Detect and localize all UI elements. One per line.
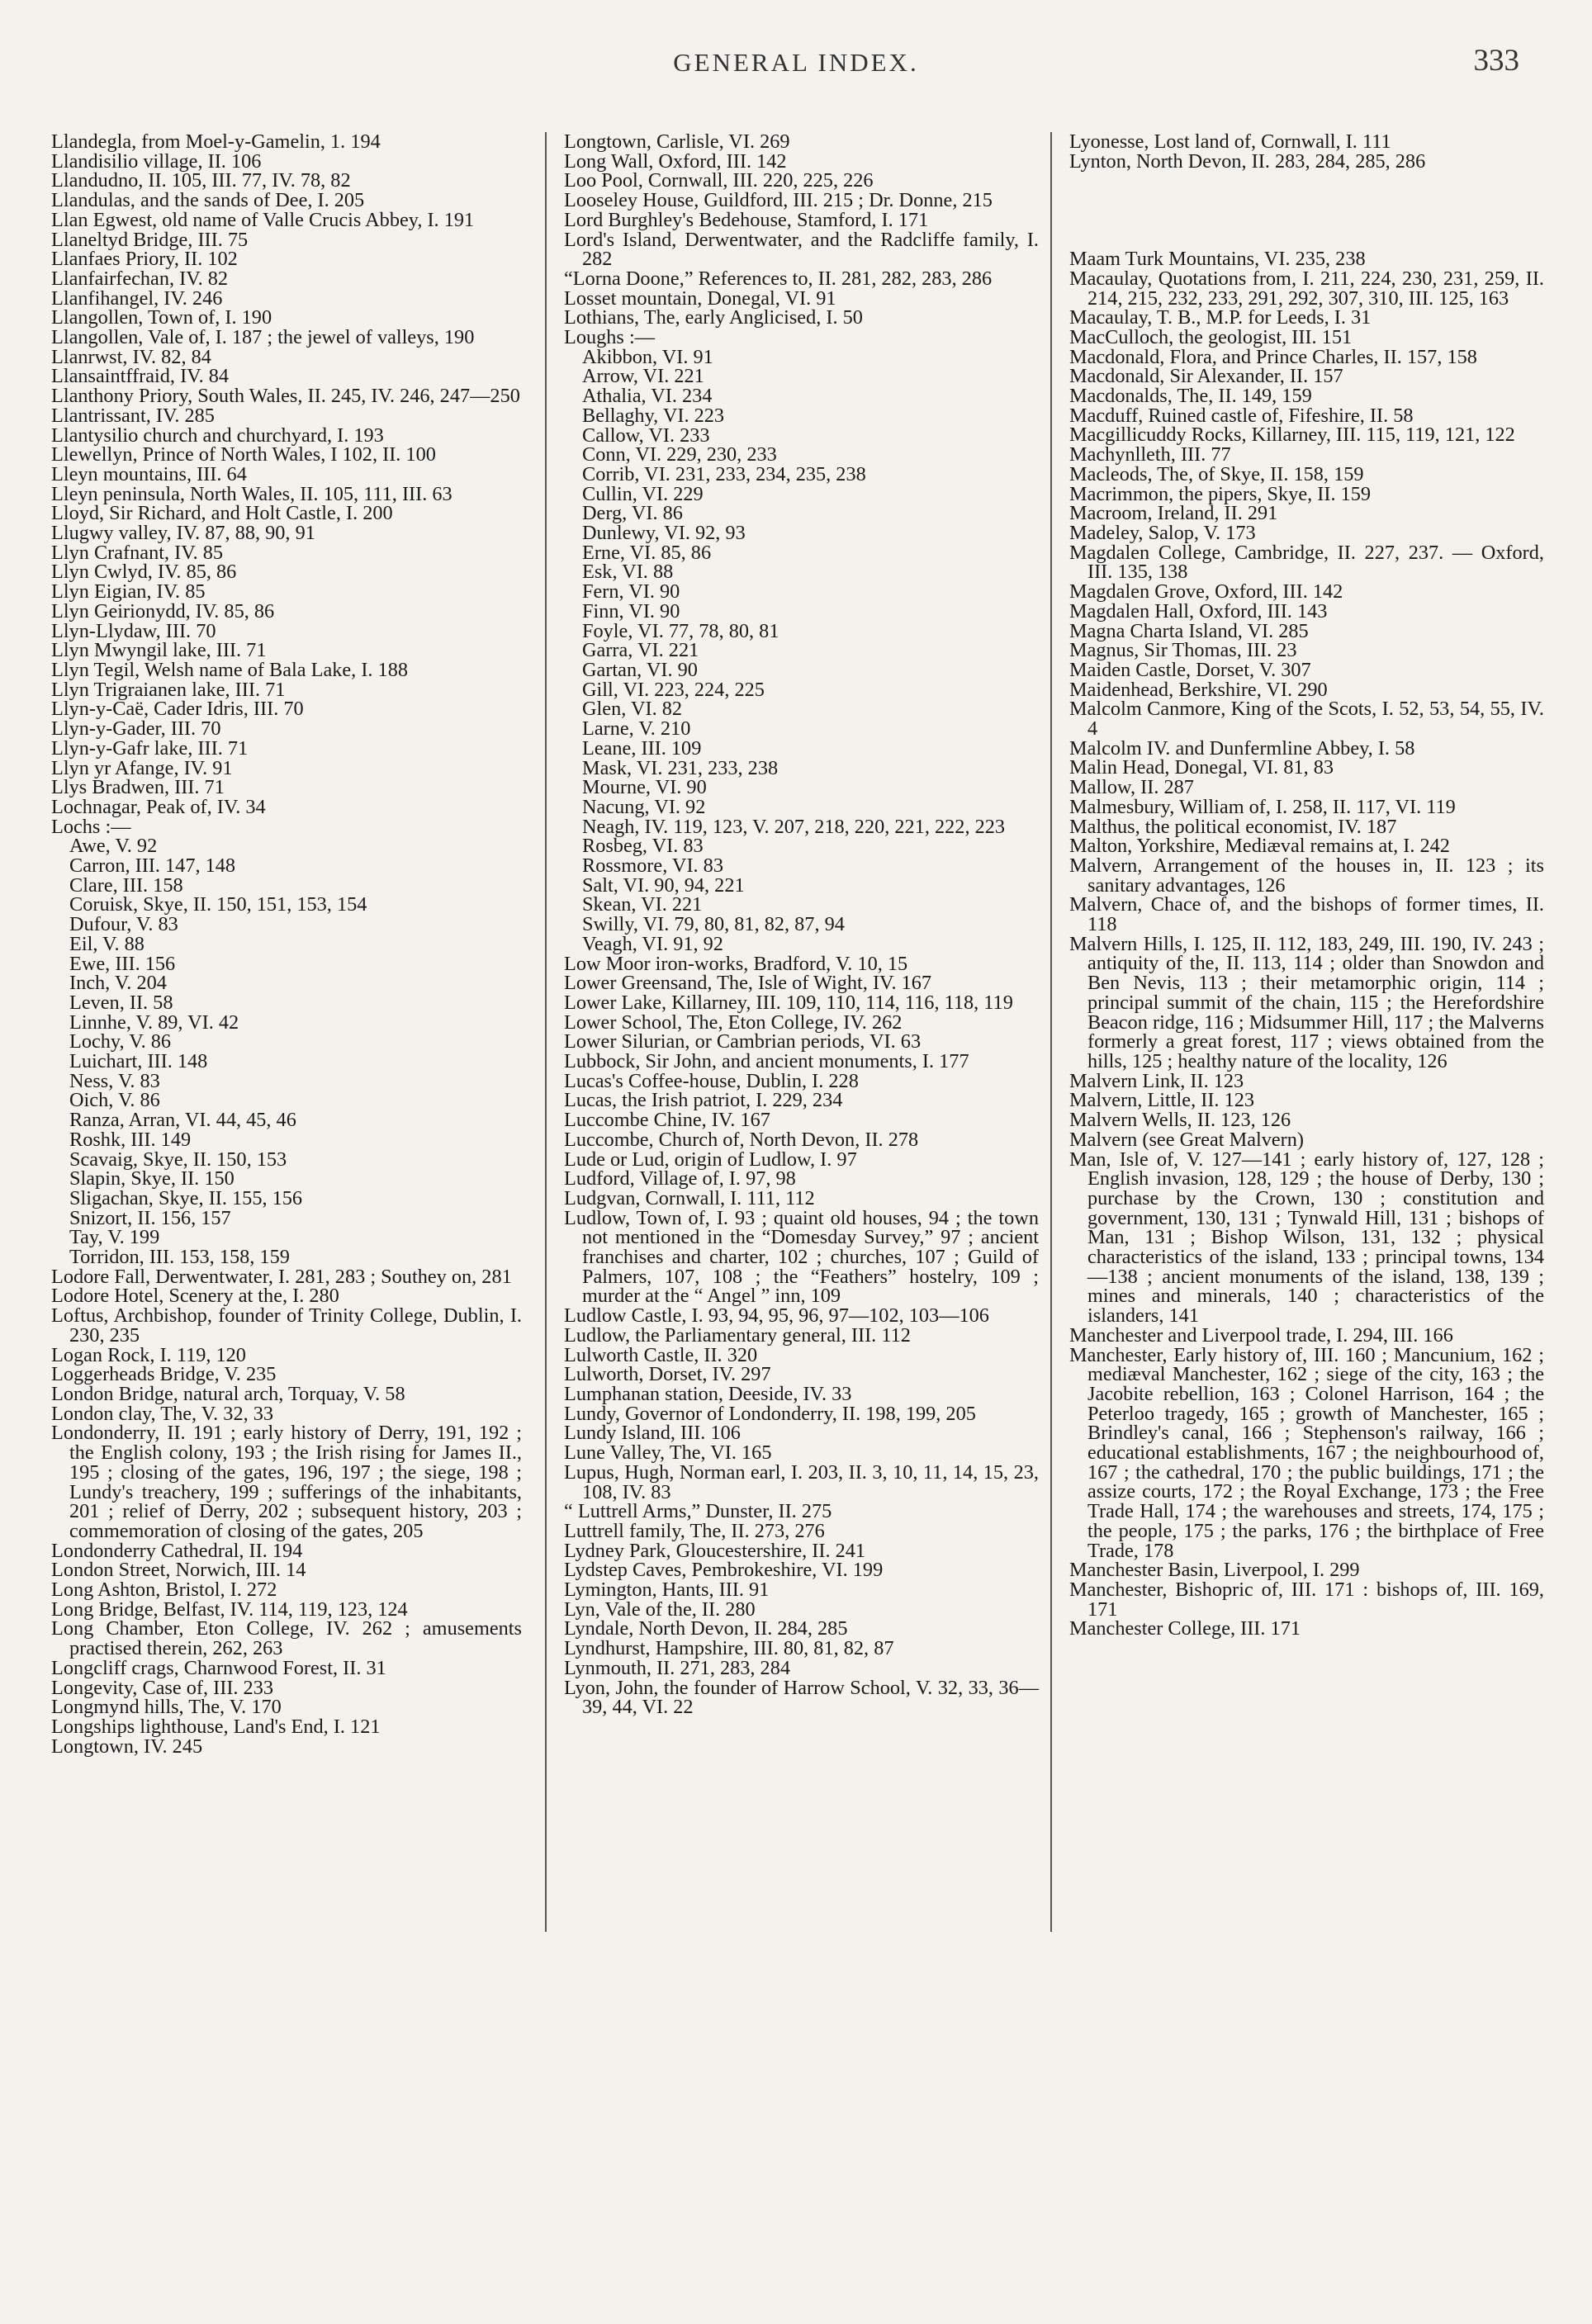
index-subentry: Inch, V. 204 (69, 972, 167, 995)
blank-line (1069, 191, 1544, 211)
index-entry: Londonderry, II. 191 ; early history of Derry, 191, 192 ; the English colony, 193 ; the Irish rising for James II., 195 ; closing of the gates, 196, 197 ; the siege, 198 ; Lundy's treachery, 199 ; sufferings of the inhabitants, 201 ; relief of Derry, 202 ; subsequent history, 203 ; commemoration of closing of the gates, 205 (51, 1422, 522, 1542)
index-entry: Ludlow, the Parliamentary general, III. 112 (564, 1323, 911, 1347)
index-subentry: Derg, VI. 86 (582, 502, 683, 525)
index-subentry: Esk, VI. 88 (582, 561, 674, 584)
index-entry: Llyn Trigraianen lake, III. 71 (51, 678, 286, 701)
index-subentry: Luichart, III. 148 (69, 1050, 208, 1073)
index-entry: Lulworth, Dorset, IV. 297 (564, 1363, 771, 1386)
index-entry: Loo Pool, Cornwall, III. 220, 225, 226 (564, 169, 874, 192)
blank-line (1069, 211, 1544, 230)
index-entry: Lleyn mountains, III. 64 (51, 462, 247, 485)
column-divider (545, 132, 547, 1932)
index-entry: Lydney Park, Gloucestershire, II. 241 (564, 1539, 866, 1562)
index-entry: Lynmouth, II. 271, 283, 284 (564, 1656, 791, 1679)
index-entry: Lochnagar, Peak of, IV. 34 (51, 795, 266, 818)
index-entry: Lyon, John, the founder of Harrow School, V. 32, 33, 36—39, 44, VI. 22 (564, 1676, 1039, 1719)
index-entry: Magnus, Sir Thomas, III. 23 (1069, 639, 1297, 662)
index-entry: Llaneltyd Bridge, III. 75 (51, 228, 249, 251)
index-entry: Llan Egwest, old name of Valle Crucis Abbey, I. 191 (51, 208, 475, 231)
index-entry: Manchester and Liverpool trade, I. 294, III. 166 (1069, 1323, 1453, 1347)
index-entry: “Lorna Doone,” References to, II. 281, 282, 283, 286 (564, 267, 993, 290)
index-column-3 (1069, 132, 1544, 1639)
index-entry: Macduff, Ruined castle of, Fifeshire, II. 58 (1069, 404, 1414, 427)
index-entry: Londonderry Cathedral, II. 194 (51, 1539, 303, 1562)
blank-line (1069, 171, 1544, 191)
index-subentry: Swilly, VI. 79, 80, 81, 82, 87, 94 (582, 913, 845, 936)
index-subentry: Foyle, VI. 77, 78, 80, 81 (582, 619, 779, 642)
index-entry: Lyndale, North Devon, II. 284, 285 (564, 1617, 848, 1640)
index-entry: Llangollen, Vale of, I. 187 ; the jewel of valleys, 190 (51, 326, 475, 349)
index-subentry: Roshk, III. 149 (69, 1128, 192, 1151)
index-entry: Macaulay, Quotations from, I. 211, 224, 230, 231, 259, II. 214, 215, 232, 233, 291, 292, 307, 310, III. 125, 163 (1069, 267, 1544, 310)
index-entry: Llanfairfechan, IV. 82 (51, 267, 229, 290)
index-entry: Manchester College, III. 171 (1069, 1617, 1301, 1640)
index-entry: Malton, Yorkshire, Mediæval remains at, I. 242 (1069, 835, 1450, 858)
index-subentry: Neagh, IV. 119, 123, V. 207, 218, 220, 221, 222, 223 (582, 815, 1006, 838)
index-entry: Llangollen, Town of, I. 190 (51, 306, 272, 329)
index-entry: Llanrwst, IV. 82, 84 (51, 345, 211, 368)
index-entry: Lochs :— (51, 815, 131, 838)
index-entry: Lundy, Governor of Londonderry, II. 198, 199, 205 (564, 1402, 976, 1425)
index-entry: Llandulas, and the sands of Dee, I. 205 (51, 189, 365, 212)
column-divider (1050, 132, 1052, 1932)
index-subentry: Ewe, III. 156 (69, 952, 176, 975)
index-entry: Llyn Eigian, IV. 85 (51, 580, 206, 603)
index-subentry: Finn, VI. 90 (582, 599, 680, 622)
running-header: GENERAL INDEX. (673, 48, 919, 77)
index-entry: London Bridge, natural arch, Torquay, V. 58 (51, 1383, 405, 1405)
index-subentry: Awe, V. 92 (69, 835, 158, 858)
index-entry: Malvern, Arrangement of the houses in, II. 123 ; its sanitary advantages, 126 (1069, 854, 1544, 897)
index-subentry: Linnhe, V. 89, VI. 42 (69, 1011, 239, 1034)
index-subentry: Scavaig, Skye, II. 150, 153 (69, 1148, 287, 1171)
index-entry: Llyn Mwyngil lake, III. 71 (51, 639, 267, 662)
index-entry: Manchester Basin, Liverpool, I. 299 (1069, 1559, 1360, 1582)
index-entry: Lune Valley, The, VI. 165 (564, 1441, 772, 1465)
index-entry: Maam Turk Mountains, VI. 235, 238 (1069, 248, 1366, 271)
index-column-2 (564, 132, 1039, 1717)
index-entry: Lumphanan station, Deeside, IV. 33 (564, 1383, 852, 1405)
index-subentry: Tay, V. 199 (69, 1226, 160, 1249)
index-entry: Llyn-Llydaw, III. 70 (51, 619, 216, 642)
index-subentry: Ness, V. 83 (69, 1069, 160, 1092)
index-entry: Macroom, Ireland, II. 291 (1069, 502, 1278, 525)
index-entry: Lord's Island, Derwentwater, and the Radcliffe family, I. 282 (564, 228, 1039, 271)
index-entry: Llanthony Priory, South Wales, II. 245, IV. 246, 247—250 (51, 385, 520, 408)
index-entry: Loftus, Archbishop, founder of Trinity College, Dublin, I. 230, 235 (51, 1304, 522, 1347)
index-entry: Llewellyn, Prince of North Wales, I 102, II. 100 (51, 443, 436, 466)
index-entry: Lleyn peninsula, North Wales, II. 105, 111, III. 63 (51, 482, 452, 505)
index-subentry: Garra, VI. 221 (582, 639, 699, 662)
index-entry: Llansaintffraid, IV. 84 (51, 365, 230, 388)
index-subentry: Gill, VI. 223, 224, 225 (582, 678, 765, 701)
index-entry: Llyn Geirionydd, IV. 85, 86 (51, 599, 275, 622)
index-subentry: Leane, III. 109 (582, 736, 702, 760)
index-entry: Macdonalds, The, II. 149, 159 (1069, 385, 1312, 408)
index-entry: Llanfaes Priory, II. 102 (51, 248, 238, 271)
index-subentry: Callow, VI. 233 (582, 424, 710, 447)
index-entry: Malmesbury, William of, I. 258, II. 117, VI. 119 (1069, 795, 1456, 818)
index-entry: Lloyd, Sir Richard, and Holt Castle, I. 200 (51, 502, 393, 525)
index-entry: Llys Bradwen, III. 71 (51, 776, 225, 799)
index-entry: Manchester, Early history of, III. 160 ; Mancunium, 162 ; mediæval Manchester, 162 ; siege of the city, 163 ; the Jacobite rebellion, 163 ; Colonel Harrison, 164 ; the Peterloo tragedy, 165 ; growth of Manchester, 165 ; Brindley's canal, 166 ; Stephenson's railway, 166 ; educational establishments, 167 ; the neighbourhood of, 167 ; the cathedral, 170 ; the public buildings, 171 ; the assize courts, 172 ; the Royal Exchange, 173 ; the Free Trade Hall, 174 ; the warehouses and streets, 174, 175 ; the people, 175 ; the parks, 176 ; the birthplace of Free Trade, 178 (1069, 1343, 1544, 1562)
index-entry: Llandudno, II. 105, III. 77, IV. 78, 82 (51, 169, 351, 192)
index-subentry: Athalia, VI. 234 (582, 385, 713, 408)
index-entry: Magdalen Hall, Oxford, III. 143 (1069, 599, 1328, 622)
index-subentry: Dufour, V. 83 (69, 913, 178, 936)
index-entry: Lulworth Castle, II. 320 (564, 1343, 758, 1366)
index-entry: Long Chamber, Eton College, IV. 262 ; amusements practised therein, 262, 263 (51, 1617, 522, 1660)
index-entry: Lynton, North Devon, II. 283, 284, 285, 286 (1069, 149, 1426, 173)
index-entry: Madeley, Salop, V. 173 (1069, 522, 1256, 544)
index-subentry: Torridon, III. 153, 158, 159 (69, 1246, 290, 1269)
index-subentry: Salt, VI. 90, 94, 221 (582, 873, 745, 897)
index-subentry: Eil, V. 88 (69, 932, 145, 955)
index-entry: Llyn yr Afange, IV. 91 (51, 756, 233, 779)
index-subentry: Carron, III. 147, 148 (69, 854, 236, 878)
index-entry: Magdalen Grove, Oxford, III. 142 (1069, 580, 1343, 603)
index-entry: Lymington, Hants, III. 91 (564, 1579, 770, 1602)
index-entry: Lower Greensand, The, Isle of Wight, IV. 167 (564, 972, 932, 995)
index-subentry: Arrow, VI. 221 (582, 365, 704, 388)
index-entry: Logan Rock, I. 119, 120 (51, 1343, 246, 1366)
index-subentry: Lochy, V. 86 (69, 1030, 172, 1053)
index-subentry: Cullin, VI. 229 (582, 482, 704, 505)
index-entry: Lyonesse, Lost land of, Cornwall, I. 111 (1069, 130, 1391, 153)
index-entry: Llandisilio village, II. 106 (51, 149, 262, 173)
index-subentry: Clare, III. 158 (69, 873, 183, 897)
index-entry: Lubbock, Sir John, and ancient monuments, I. 177 (564, 1050, 969, 1073)
index-column-1 (51, 132, 522, 1756)
index-entry: Macgillicuddy Rocks, Killarney, III. 115, 119, 121, 122 (1069, 424, 1515, 447)
index-subentry: Mask, VI. 231, 233, 238 (582, 756, 779, 779)
index-entry: Ludlow, Town of, I. 93 ; quaint old houses, 94 ; the town not mentioned in the “Domesday Survey,” 97 ; ancient franchises and charter, 102 ; churches, 107 ; Guild of Palmers, 107, 108 ; the “Feathers” hostelry, 109 ; murder at the “ Angel ” inn, 109 (564, 1206, 1039, 1308)
index-subentry: Fern, VI. 90 (582, 580, 680, 603)
index-subentry: Oich, V. 86 (69, 1089, 160, 1112)
index-entry: Machynlleth, III. 77 (1069, 443, 1231, 466)
index-entry: Malcolm Canmore, King of the Scots, I. 52, 53, 54, 55, IV. 4 (1069, 698, 1544, 741)
index-entry: Llugwy valley, IV. 87, 88, 90, 91 (51, 522, 315, 545)
index-entry: Long Bridge, Belfast, IV. 114, 119, 123, 124 (51, 1597, 408, 1621)
index-entry: Long Ashton, Bristol, I. 272 (51, 1579, 277, 1602)
index-entry: Long Wall, Oxford, III. 142 (564, 149, 787, 173)
index-subentry: Sligachan, Skye, II. 155, 156 (69, 1186, 303, 1209)
index-subentry: Glen, VI. 82 (582, 698, 683, 721)
page-number: 333 (1473, 44, 1519, 78)
index-entry: Lundy Island, III. 106 (564, 1422, 741, 1445)
index-entry: Longevity, Case of, III. 233 (51, 1676, 273, 1699)
index-entry: Macaulay, T. B., M.P. for Leeds, I. 31 (1069, 306, 1372, 329)
index-subentry: Coruisk, Skye, II. 150, 151, 153, 154 (69, 893, 367, 916)
index-entry: Lupus, Hugh, Norman earl, I. 203, II. 3, 10, 11, 14, 15, 23, 108, IV. 83 (564, 1460, 1039, 1503)
index-entry: Lothians, The, early Anglicised, I. 50 (564, 306, 863, 329)
index-entry: Luccombe, Church of, North Devon, II. 278 (564, 1128, 919, 1151)
index-entry: Ludlow Castle, I. 93, 94, 95, 96, 97—102, 103—106 (564, 1304, 989, 1328)
index-entry: Lodore Hotel, Scenery at the, I. 280 (51, 1285, 339, 1308)
index-entry: Lucas's Coffee-house, Dublin, I. 228 (564, 1069, 859, 1092)
index-entry: Longtown, IV. 245 (51, 1735, 203, 1758)
index-entry: Malin Head, Donegal, VI. 81, 83 (1069, 756, 1334, 779)
index-entry: Lower School, The, Eton College, IV. 262 (564, 1011, 903, 1034)
index-entry: Llantysilio church and churchyard, I. 193 (51, 424, 384, 447)
index-subentry: Corrib, VI. 231, 233, 234, 235, 238 (582, 462, 866, 485)
index-entry: Ludgvan, Cornwall, I. 111, 112 (564, 1186, 815, 1209)
index-entry: Lude or Lud, origin of Ludlow, I. 97 (564, 1148, 857, 1171)
index-entry: Looseley House, Guildford, III. 215 ; Dr. Donne, 215 (564, 189, 993, 212)
index-entry: Low Moor iron-works, Bradford, V. 10, 15 (564, 952, 908, 975)
index-subentry: Bellaghy, VI. 223 (582, 404, 725, 427)
index-entry: Malvern (see Great Malvern) (1069, 1128, 1305, 1151)
index-subentry: Skean, VI. 221 (582, 893, 703, 916)
index-entry: Llyn Crafnant, IV. 85 (51, 541, 224, 564)
index-entry: MacCulloch, the geologist, III. 151 (1069, 325, 1353, 348)
index-subentry: Snizort, II. 156, 157 (69, 1206, 231, 1229)
index-entry: Macdonald, Sir Alexander, II. 157 (1069, 365, 1343, 388)
index-entry: Lyndhurst, Hampshire, III. 80, 81, 82, 87 (564, 1637, 894, 1660)
index-entry: Loughs :— (564, 326, 656, 349)
index-entry: Loggerheads Bridge, V. 235 (51, 1363, 277, 1386)
index-entry: Malvern Link, II. 123 (1069, 1069, 1244, 1092)
index-entry: Lord Burghley's Bedehouse, Stamford, I. 171 (564, 208, 929, 231)
index-entry: Lodore Fall, Derwentwater, I. 281, 283 ; Southey on, 281 (51, 1265, 512, 1288)
index-entry: Macrimmon, the pipers, Skye, II. 159 (1069, 482, 1372, 505)
index-entry: London Street, Norwich, III. 14 (51, 1559, 306, 1582)
index-entry: Malvern, Little, II. 123 (1069, 1089, 1255, 1112)
index-entry: Lower Silurian, or Cambrian periods, VI. 63 (564, 1030, 922, 1053)
index-entry: Magna Charta Island, VI. 285 (1069, 619, 1309, 642)
index-subentry: Erne, VI. 85, 86 (582, 541, 712, 564)
index-subentry: Leven, II. 58 (69, 991, 173, 1014)
index-entry: Macdonald, Flora, and Prince Charles, II. 157, 158 (1069, 345, 1477, 368)
index-entry: Man, Isle of, V. 127—141 ; early history of, 127, 128 ; English invasion, 128, 129 ; the house of Derby, 130 ; purchase by the Crown, 130 ; constitution and government, 130, 131 ; Tynwald Hill, 131 ; bishops of Man, 131 ; Bishop Wilson, 131, 132 ; physical characteristics of the island, 133 ; principal towns, 134—138 ; ancient monuments of the island, 138, 139 ; mines and minerals, 140 ; characteristics of the islanders, 141 (1069, 1148, 1544, 1328)
index-entry: Lower Lake, Killarney, III. 109, 110, 114, 116, 118, 119 (564, 991, 1013, 1014)
index-entry: Malvern Wells, II. 123, 126 (1069, 1109, 1291, 1132)
index-entry: Macleods, The, of Skye, II. 158, 159 (1069, 462, 1364, 485)
index-entry: Maidenhead, Berkshire, VI. 290 (1069, 678, 1328, 701)
index-entry: Magdalen College, Cambridge, II. 227, 237. — Oxford, III. 135, 138 (1069, 541, 1544, 584)
index-entry: Malthus, the political economist, IV. 187 (1069, 815, 1397, 838)
index-entry: Longcliff crags, Charnwood Forest, II. 31 (51, 1656, 386, 1679)
index-entry: Lucas, the Irish patriot, I. 229, 234 (564, 1089, 843, 1112)
index-entry: Luttrell family, The, II. 273, 276 (564, 1519, 825, 1542)
blank-line (1069, 230, 1544, 249)
index-entry: Llyn-y-Gader, III. 70 (51, 717, 221, 741)
index-subentry: Larne, V. 210 (582, 717, 691, 741)
index-entry: Llyn Tegil, Welsh name of Bala Lake, I. 188 (51, 658, 409, 681)
index-entry: Longships lighthouse, Land's End, I. 121 (51, 1715, 381, 1738)
index-subentry: Gartan, VI. 90 (582, 658, 698, 681)
index-entry: Ludford, Village of, I. 97, 98 (564, 1167, 796, 1190)
index-entry: Longtown, Carlisle, VI. 269 (564, 130, 790, 153)
index-entry: Maiden Castle, Dorset, V. 307 (1069, 658, 1311, 681)
index-entry: Llandegla, from Moel-y-Gamelin, 1. 194 (51, 130, 381, 153)
index-subentry: Rosbeg, VI. 83 (582, 835, 704, 858)
index-subentry: Ranza, Arran, VI. 44, 45, 46 (69, 1109, 296, 1132)
index-subentry: Rossmore, VI. 83 (582, 854, 723, 878)
index-entry: Malvern, Chace of, and the bishops of former times, II. 118 (1069, 893, 1544, 936)
index-entry: Llyn-y-Gafr lake, III. 71 (51, 736, 249, 760)
index-entry: Manchester, Bishopric of, III. 171 : bishops of, III. 169, 171 (1069, 1578, 1544, 1621)
index-subentry: Veagh, VI. 91, 92 (582, 932, 723, 955)
index-entry: “ Luttrell Arms,” Dunster, II. 275 (564, 1500, 832, 1523)
index-subentry: Slapin, Skye, II. 150 (69, 1167, 235, 1190)
index-subentry: Nacung, VI. 92 (582, 795, 706, 818)
index-subentry: Conn, VI. 229, 230, 233 (582, 443, 777, 466)
index-entry: Lydstep Caves, Pembrokeshire, VI. 199 (564, 1559, 884, 1582)
index-entry: Luccombe Chine, IV. 167 (564, 1109, 770, 1132)
index-entry: Llanfihangel, IV. 246 (51, 286, 223, 310)
index-subentry: Akibbon, VI. 91 (582, 345, 713, 368)
index-entry: Lyn, Vale of the, II. 280 (564, 1597, 756, 1621)
index-entry: Malcolm IV. and Dunfermline Abbey, I. 58 (1069, 736, 1415, 760)
index-entry: Llyn-y-Caë, Cader Idris, III. 70 (51, 698, 304, 721)
index-subentry: Dunlewy, VI. 92, 93 (582, 522, 746, 545)
index-subentry: Mourne, VI. 90 (582, 776, 707, 799)
index-entry: Longmynd hills, The, V. 170 (51, 1696, 282, 1719)
index-entry: Llyn Cwlyd, IV. 85, 86 (51, 561, 237, 584)
index-entry: Losset mountain, Donegal, VI. 91 (564, 286, 836, 310)
index-entry: Mallow, II. 287 (1069, 776, 1194, 799)
index-entry: Llantrissant, IV. 285 (51, 404, 215, 427)
index-entry: London clay, The, V. 32, 33 (51, 1402, 274, 1425)
index-entry: Malvern Hills, I. 125, II. 112, 183, 249, III. 190, IV. 243 ; antiquity of the, II. 113, 114 ; older than Snowdon and Ben Nevis, 113 ; their metamorphic origin, 114 ; principal summit of the chain, 115 ; the Herefordshire Beacon ridge, 116 ; Midsummer Hill, 117 ; the Malverns formerly a great forest, 117 ; views obtained from the hills, 125 ; healthy nature of the locality, 126 (1069, 932, 1544, 1072)
